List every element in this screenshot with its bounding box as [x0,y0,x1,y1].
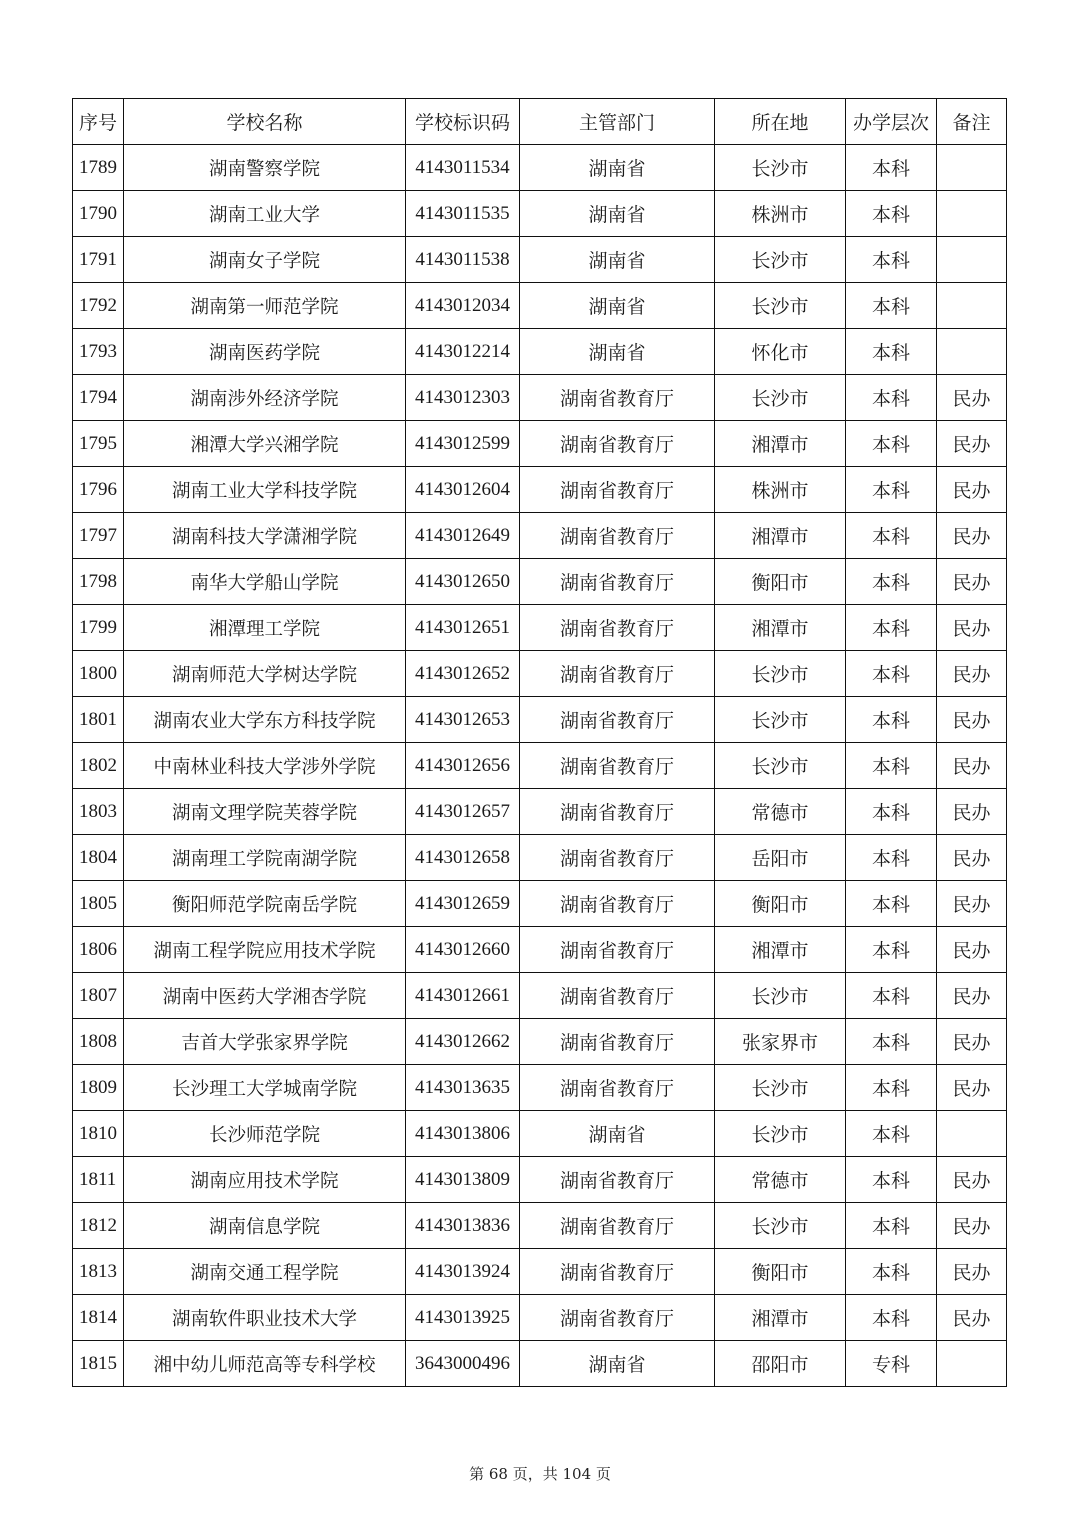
department-cell: 湖南省 [520,145,715,191]
header-cell-index: 序号 [73,99,124,145]
remarks-cell: 民办 [937,927,1007,973]
table-row [73,881,1007,927]
school-code-cell: 4143012649 [406,513,520,559]
table-row [73,1203,1007,1249]
index-cell: 1808 [73,1019,124,1065]
school-name-cell: 湘中幼儿师范高等专科学校 [124,1341,406,1387]
school-code-cell: 4143012650 [406,559,520,605]
location-cell: 衡阳市 [715,881,846,927]
location-cell: 湘潭市 [715,927,846,973]
level-cell: 本科 [846,513,937,559]
school-name-cell: 湖南工业大学科技学院 [124,467,406,513]
department-cell: 湖南省教育厅 [520,513,715,559]
table-row [73,1341,1007,1387]
index-cell: 1807 [73,973,124,1019]
school-code-cell: 4143012656 [406,743,520,789]
location-cell: 株洲市 [715,191,846,237]
index-cell: 1798 [73,559,124,605]
header-cell-department: 主管部门 [520,99,715,145]
remarks-cell: 民办 [937,651,1007,697]
level-cell: 本科 [846,375,937,421]
remarks-cell [937,1341,1007,1387]
department-cell: 湖南省教育厅 [520,973,715,1019]
school-name-cell: 湖南交通工程学院 [124,1249,406,1295]
location-cell: 长沙市 [715,697,846,743]
index-cell: 1812 [73,1203,124,1249]
school-code-cell: 4143012599 [406,421,520,467]
index-cell: 1795 [73,421,124,467]
remarks-cell: 民办 [937,1157,1007,1203]
department-cell: 湖南省教育厅 [520,421,715,467]
remarks-cell: 民办 [937,835,1007,881]
department-cell: 湖南省教育厅 [520,1065,715,1111]
level-cell: 本科 [846,651,937,697]
school-code-cell: 4143012651 [406,605,520,651]
index-cell: 1793 [73,329,124,375]
department-cell: 湖南省教育厅 [520,559,715,605]
department-cell: 湖南省教育厅 [520,1157,715,1203]
school-name-cell: 湖南警察学院 [124,145,406,191]
level-cell: 本科 [846,973,937,1019]
remarks-cell: 民办 [937,1203,1007,1249]
level-cell: 本科 [846,1295,937,1341]
table-row [73,697,1007,743]
school-code-cell: 4143012662 [406,1019,520,1065]
school-name-cell: 湖南师范大学树达学院 [124,651,406,697]
index-cell: 1810 [73,1111,124,1157]
location-cell: 常德市 [715,789,846,835]
table-row [73,513,1007,559]
school-name-cell: 长沙理工大学城南学院 [124,1065,406,1111]
table-body [73,145,1007,1387]
remarks-cell: 民办 [937,513,1007,559]
location-cell: 长沙市 [715,651,846,697]
school-name-cell: 湖南文理学院芙蓉学院 [124,789,406,835]
remarks-cell: 民办 [937,559,1007,605]
school-name-cell: 湖南女子学院 [124,237,406,283]
remarks-cell [937,145,1007,191]
school-name-cell: 南华大学船山学院 [124,559,406,605]
remarks-cell [937,283,1007,329]
remarks-cell: 民办 [937,1065,1007,1111]
school-name-cell: 湖南农业大学东方科技学院 [124,697,406,743]
location-cell: 湘潭市 [715,605,846,651]
table-row [73,835,1007,881]
department-cell: 湖南省 [520,1111,715,1157]
table-row [73,559,1007,605]
department-cell: 湖南省 [520,283,715,329]
school-code-cell: 4143012653 [406,697,520,743]
header-cell-level: 办学层次 [846,99,937,145]
header-cell-remarks: 备注 [937,99,1007,145]
school-code-cell: 4143012660 [406,927,520,973]
remarks-cell: 民办 [937,973,1007,1019]
school-code-cell: 4143013806 [406,1111,520,1157]
level-cell: 本科 [846,559,937,605]
remarks-cell: 民办 [937,1295,1007,1341]
department-cell: 湖南省教育厅 [520,1203,715,1249]
department-cell: 湖南省教育厅 [520,697,715,743]
table-row [73,743,1007,789]
index-cell: 1794 [73,375,124,421]
location-cell: 湘潭市 [715,421,846,467]
level-cell: 本科 [846,881,937,927]
school-name-cell: 湘潭大学兴湘学院 [124,421,406,467]
school-name-cell: 中南林业科技大学涉外学院 [124,743,406,789]
school-code-cell: 4143012303 [406,375,520,421]
level-cell: 本科 [846,835,937,881]
level-cell: 本科 [846,697,937,743]
level-cell: 本科 [846,329,937,375]
department-cell: 湖南省教育厅 [520,1019,715,1065]
school-name-cell: 湖南工业大学 [124,191,406,237]
school-code-cell: 4143012034 [406,283,520,329]
department-cell: 湖南省 [520,329,715,375]
level-cell: 本科 [846,1249,937,1295]
department-cell: 湖南省教育厅 [520,743,715,789]
department-cell: 湖南省教育厅 [520,789,715,835]
table-row [73,605,1007,651]
table-row [73,1295,1007,1341]
location-cell: 长沙市 [715,237,846,283]
remarks-cell: 民办 [937,467,1007,513]
header-cell-school-code: 学校标识码 [406,99,520,145]
school-name-cell: 吉首大学张家界学院 [124,1019,406,1065]
level-cell: 本科 [846,789,937,835]
level-cell: 本科 [846,237,937,283]
location-cell: 湘潭市 [715,1295,846,1341]
location-cell: 长沙市 [715,145,846,191]
remarks-cell: 民办 [937,881,1007,927]
level-cell: 本科 [846,421,937,467]
level-cell: 本科 [846,1203,937,1249]
school-code-cell: 4143013635 [406,1065,520,1111]
index-cell: 1805 [73,881,124,927]
index-cell: 1813 [73,1249,124,1295]
school-code-cell: 4143011538 [406,237,520,283]
school-name-cell: 湖南应用技术学院 [124,1157,406,1203]
department-cell: 湖南省教育厅 [520,375,715,421]
table-row [73,651,1007,697]
remarks-cell [937,191,1007,237]
level-cell: 本科 [846,927,937,973]
school-code-cell: 3643000496 [406,1341,520,1387]
school-name-cell: 湖南信息学院 [124,1203,406,1249]
location-cell: 株洲市 [715,467,846,513]
remarks-cell [937,1111,1007,1157]
school-name-cell: 湖南医药学院 [124,329,406,375]
index-cell: 1800 [73,651,124,697]
department-cell: 湖南省 [520,191,715,237]
school-name-cell: 湖南科技大学潇湘学院 [124,513,406,559]
school-code-cell: 4143012604 [406,467,520,513]
index-cell: 1811 [73,1157,124,1203]
department-cell: 湖南省教育厅 [520,605,715,651]
table-row [73,421,1007,467]
remarks-cell: 民办 [937,789,1007,835]
school-code-cell: 4143011535 [406,191,520,237]
index-cell: 1803 [73,789,124,835]
school-code-cell: 4143012661 [406,973,520,1019]
table-row [73,927,1007,973]
location-cell: 长沙市 [715,283,846,329]
index-cell: 1806 [73,927,124,973]
department-cell: 湖南省教育厅 [520,467,715,513]
level-cell: 本科 [846,191,937,237]
location-cell: 长沙市 [715,375,846,421]
header-cell-location: 所在地 [715,99,846,145]
index-cell: 1804 [73,835,124,881]
location-cell: 常德市 [715,1157,846,1203]
index-cell: 1799 [73,605,124,651]
school-name-cell: 衡阳师范学院南岳学院 [124,881,406,927]
school-name-cell: 湖南第一师范学院 [124,283,406,329]
index-cell: 1802 [73,743,124,789]
index-cell: 1796 [73,467,124,513]
location-cell: 长沙市 [715,973,846,1019]
table-row [73,467,1007,513]
school-code-cell: 4143012657 [406,789,520,835]
location-cell: 长沙市 [715,743,846,789]
school-name-cell: 湖南工程学院应用技术学院 [124,927,406,973]
index-cell: 1809 [73,1065,124,1111]
remarks-cell: 民办 [937,743,1007,789]
page-footer: 第 68 页，共 104 页 [469,1465,611,1483]
department-cell: 湖南省教育厅 [520,927,715,973]
remarks-cell [937,329,1007,375]
department-cell: 湖南省教育厅 [520,835,715,881]
index-cell: 1792 [73,283,124,329]
school-name-cell: 湖南软件职业技术大学 [124,1295,406,1341]
location-cell: 邵阳市 [715,1341,846,1387]
remarks-cell [937,237,1007,283]
location-cell: 衡阳市 [715,1249,846,1295]
school-code-cell: 4143011534 [406,145,520,191]
level-cell: 本科 [846,1111,937,1157]
table-row [73,329,1007,375]
school-code-cell: 4143012659 [406,881,520,927]
location-cell: 衡阳市 [715,559,846,605]
department-cell: 湖南省教育厅 [520,881,715,927]
school-name-cell: 湖南理工学院南湖学院 [124,835,406,881]
department-cell: 湖南省 [520,237,715,283]
school-name-cell: 湖南中医药大学湘杏学院 [124,973,406,1019]
table-row [73,237,1007,283]
school-code-cell: 4143013925 [406,1295,520,1341]
school-name-cell: 长沙师范学院 [124,1111,406,1157]
school-code-cell: 4143013836 [406,1203,520,1249]
remarks-cell: 民办 [937,421,1007,467]
location-cell: 湘潭市 [715,513,846,559]
level-cell: 本科 [846,743,937,789]
remarks-cell: 民办 [937,1019,1007,1065]
department-cell: 湖南省教育厅 [520,1295,715,1341]
index-cell: 1790 [73,191,124,237]
location-cell: 长沙市 [715,1065,846,1111]
table-row [73,1019,1007,1065]
level-cell: 本科 [846,145,937,191]
table-header-row [73,99,1007,145]
school-code-cell: 4143012214 [406,329,520,375]
school-code-cell: 4143013809 [406,1157,520,1203]
index-cell: 1789 [73,145,124,191]
department-cell: 湖南省教育厅 [520,651,715,697]
location-cell: 岳阳市 [715,835,846,881]
level-cell: 本科 [846,1157,937,1203]
level-cell: 本科 [846,1065,937,1111]
table-row [73,375,1007,421]
school-code-cell: 4143013924 [406,1249,520,1295]
department-cell: 湖南省教育厅 [520,1249,715,1295]
table-row [73,1157,1007,1203]
table-row [73,789,1007,835]
table-row [73,283,1007,329]
school-code-cell: 4143012652 [406,651,520,697]
index-cell: 1797 [73,513,124,559]
location-cell: 怀化市 [715,329,846,375]
index-cell: 1791 [73,237,124,283]
level-cell: 专科 [846,1341,937,1387]
remarks-cell: 民办 [937,375,1007,421]
index-cell: 1815 [73,1341,124,1387]
table-row [73,145,1007,191]
table-row [73,191,1007,237]
remarks-cell: 民办 [937,697,1007,743]
index-cell: 1801 [73,697,124,743]
level-cell: 本科 [846,1019,937,1065]
department-cell: 湖南省 [520,1341,715,1387]
table-row [73,1065,1007,1111]
table-row [73,1111,1007,1157]
remarks-cell: 民办 [937,605,1007,651]
level-cell: 本科 [846,467,937,513]
location-cell: 张家界市 [715,1019,846,1065]
level-cell: 本科 [846,605,937,651]
school-name-cell: 湘潭理工学院 [124,605,406,651]
schools-table [72,98,1007,1387]
remarks-cell: 民办 [937,1249,1007,1295]
table-row [73,973,1007,1019]
header-cell-school-name: 学校名称 [124,99,406,145]
location-cell: 长沙市 [715,1203,846,1249]
location-cell: 长沙市 [715,1111,846,1157]
level-cell: 本科 [846,283,937,329]
school-name-cell: 湖南涉外经济学院 [124,375,406,421]
index-cell: 1814 [73,1295,124,1341]
table-row [73,1249,1007,1295]
school-code-cell: 4143012658 [406,835,520,881]
